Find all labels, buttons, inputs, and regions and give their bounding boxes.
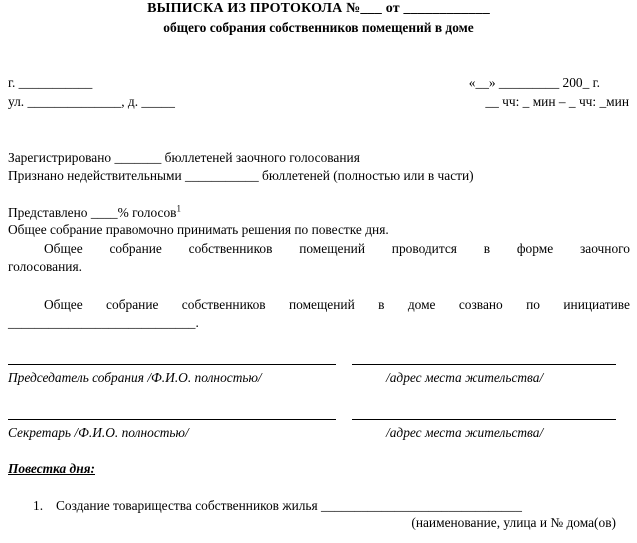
secretary-address-label: /адрес места жительства/	[386, 425, 544, 440]
meeting-form-line2: голосования.	[8, 259, 82, 274]
initiative-line2: ____________________________.	[8, 315, 199, 330]
votes-represented	[8, 205, 181, 221]
document-title: ВЫПИСКА ИЗ ПРОТОКОЛА №___ от ____________	[147, 1, 490, 16]
chair-address-line	[352, 364, 616, 365]
agenda-item-number: 1.	[33, 498, 44, 513]
street-field: ул. ______________, д. _____	[8, 94, 175, 109]
quorum-statement: Общее собрание правомочно принимать решения по повестке дня.	[8, 222, 389, 237]
secretary-label: Секретарь /Ф.И.О. полностью/	[8, 425, 189, 440]
agenda-item-note: (наименование, улица и № дома(ов)	[411, 515, 616, 530]
secretary-address-line	[352, 419, 616, 420]
date-field: «__» _________ 200_ г.	[468, 75, 600, 90]
time-field: __ чч: _ мин – _ чч: _мин	[485, 94, 629, 109]
secretary-signature-line	[8, 419, 336, 420]
document-subtitle: общего собрания собственников помещений в доме	[163, 20, 474, 35]
votes-represented-text: Представлено ____% голосов	[8, 205, 177, 220]
agenda-heading: Повестка дня:	[8, 461, 95, 476]
chair-label: Председатель собрания /Ф.И.О. полностью/	[8, 370, 262, 385]
footnote-mark: 1	[176, 203, 181, 214]
meeting-form-line1: Общее собрание собственников помещений проводится в форме заочного	[44, 241, 630, 256]
registered-ballots: Зарегистрировано _______ бюллетеней заочного голосования	[8, 150, 360, 165]
agenda-item-text: Создание товарищества собственников жилья ______________________________	[56, 498, 522, 513]
chair-signature-line	[8, 364, 336, 365]
invalid-ballots: Признано недействительными ___________ бюллетеней (полностью или в части)	[8, 168, 474, 183]
chair-address-label: /адрес места жительства/	[386, 370, 544, 385]
initiative-line1: Общее собрание собственников помещений в доме созвано по инициативе	[44, 297, 630, 312]
city-field: г. ___________	[8, 75, 93, 90]
